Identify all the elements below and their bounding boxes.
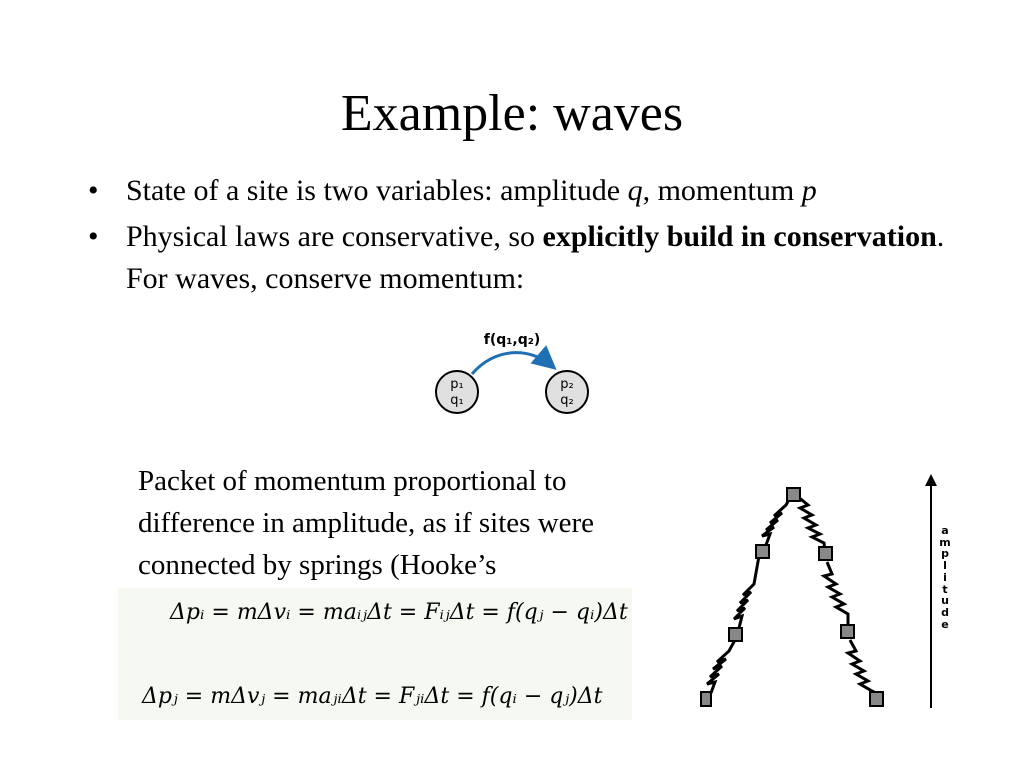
mass-block [701, 692, 711, 706]
slide-title: Example: waves [340, 85, 684, 142]
site-diagram [420, 322, 610, 422]
transfer-arrow [472, 353, 552, 374]
node2-q: q₂ [560, 393, 574, 408]
mass-block [756, 545, 769, 558]
equation-1: Δpᵢ = mΔvᵢ = maᵢⱼΔt = FᵢⱼΔt = f(qⱼ − qᵢ)Δt [170, 600, 628, 625]
bullet-list [88, 170, 988, 304]
mass-block [841, 625, 854, 638]
amplitude-label: a m p l i t u d e [939, 524, 951, 631]
spring [797, 496, 825, 552]
node1-q: q₁ [450, 393, 464, 408]
spring-chain-diagram [690, 470, 970, 720]
bullet-item [88, 170, 988, 212]
mass-block [870, 692, 883, 706]
equation-box [118, 588, 632, 720]
spring [848, 640, 876, 693]
spring [707, 640, 735, 693]
spring [762, 496, 791, 545]
mass-block [787, 488, 800, 501]
bullet-item [88, 216, 988, 300]
node1-p: p₁ [450, 377, 464, 392]
node2-p: p₂ [560, 377, 574, 392]
amplitude-arrowhead [925, 474, 937, 486]
bullet-text: State of a site is two variables: amplitude q, momentum p [126, 174, 817, 207]
spring [824, 562, 848, 628]
spring [734, 556, 759, 628]
mass-block [729, 628, 742, 641]
equation-2: Δpⱼ = mΔvⱼ = maⱼᵢΔt = FⱼᵢΔt = f(qᵢ − qⱼ)Δt [142, 684, 603, 709]
caption-text: Packet of momentum proportional to difference in amplitude, as if sites were connected by springs (Hooke’s [138, 465, 595, 581]
bullet-text: Physical laws are conservative, so explicitly build in conservation. For waves, conserve momentum: [126, 220, 945, 295]
bullet-dot: • [88, 220, 99, 253]
function-label: f(q₁,q₂) [483, 332, 541, 348]
bullet-dot: • [88, 174, 99, 207]
mass-block [819, 547, 832, 560]
